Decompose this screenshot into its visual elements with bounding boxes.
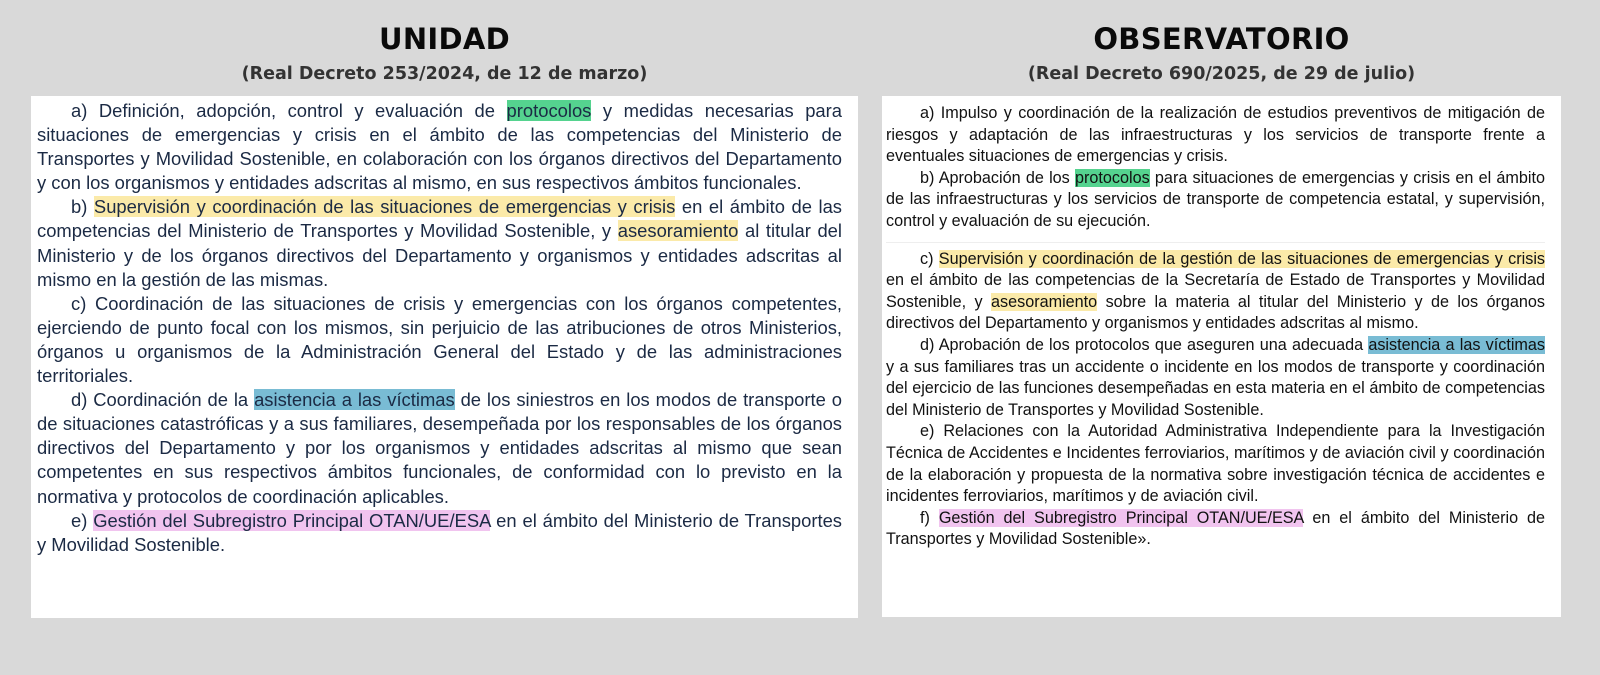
item-text: y medidas necesarias para situaciones de emergencias y crisis en el ámbito de las competencias del Ministerio de Transportes y Movilidad Sostenible, en colaboración con los órganos directivos del Departamento y con los organismos y entidades adscritas al mismo, en sus respectivos ámbitos funcionales. xyxy=(37,100,842,194)
item-text: d) Coordinación de la xyxy=(71,389,255,411)
unidad-functions-panel xyxy=(31,96,858,618)
highlight-asistencia: asistencia a las víctimas xyxy=(254,389,455,411)
unidad-subtitle: (Real Decreto 253/2024, de 12 de marzo) xyxy=(241,64,648,84)
unidad-item-b xyxy=(37,195,842,291)
observatorio-item-d xyxy=(886,335,1545,421)
highlight-subregistro: Gestión del Subregistro Principal OTAN/UE/ESA xyxy=(93,509,491,531)
unidad-item-a xyxy=(37,99,842,195)
item-text: en el ámbito del Ministerio de Transportes y Movilidad Sostenible». xyxy=(886,508,1546,549)
item-text: en el ámbito de las competencias del Ministerio de Transportes y Movilidad Sostenible, y xyxy=(37,196,843,242)
item-text: b) xyxy=(71,196,94,218)
highlight-protocolos: protocolos xyxy=(1075,168,1150,187)
observatorio-item-f xyxy=(886,508,1545,551)
item-text: para situaciones de emergencias y crisis en el ámbito de las infraestructuras y los servicios de transporte de competencia estatal, y supervisión, control y evaluación de su ejecución. xyxy=(886,168,1545,230)
item-text: en el ámbito de las competencias de la Secretaría de Estado de Transportes y Movilidad Sostenible, y xyxy=(886,271,1545,311)
unidad-title: UNIDAD xyxy=(379,22,510,56)
highlight-supervision: Supervisión y coordinación de las situaciones de emergencias y crisis xyxy=(93,196,676,218)
item-text: c) xyxy=(920,249,939,268)
item-text: al titular del Ministerio y de los órganos directivos del Departamento y organismos y entidades adscritas al mismo en la gestión de las mismas. xyxy=(37,220,842,290)
observatorio-item-a: a) Impulso y coordinación de la realización de estudios preventivos de mitigación de riesgos y adaptación de las infraestructuras y los servicios de transporte frente a eventuales situaciones de emergencias y crisis. xyxy=(886,104,1545,166)
observatorio-item-e: e) Relaciones con la Autoridad Administrativa Independiente para la Investigación Técnica de Accidentes e Incidentes ferroviarios, marítimos y de aviación civil y coordinación de la elaboración y propuesta de la normativa sobre investigación técnica de accidentes e incidentes ferroviarios, marítimos y de aviación civil. xyxy=(886,422,1545,506)
item-text: de los siniestros en los modos de transporte o de situaciones catastróficas y a sus familiares, desempeñada por los responsables de los órganos directivos del Departamento y por los organismos y entidades adscritas al mismo que sean competentes en sus respectivos ámbitos funcionales, de conformidad con lo previsto en la normativa y protocolos de coordinación aplicables. xyxy=(37,389,842,507)
observatorio-item-b xyxy=(886,168,1545,233)
item-text: sobre la materia al titular del Ministerio y de los órganos directivos del Departamento y organismos y entidades adscritas al mismo. xyxy=(886,292,1545,333)
highlight-asesoramiento: asesoramiento xyxy=(991,292,1098,311)
highlight-asistencia: asistencia a las víctimas xyxy=(1368,335,1546,354)
highlight-subregistro: Gestión del Subregistro Principal OTAN/UE/ESA xyxy=(938,508,1304,527)
item-text: d) Aprobación de los protocolos que aseguren una adecuada xyxy=(920,335,1369,354)
item-text: e) xyxy=(71,509,94,531)
item-text: en el ámbito del Ministerio de Transportes y Movilidad Sostenible. xyxy=(37,509,842,555)
unidad-item-c: c) Coordinación de las situaciones de crisis y emergencias con los órganos competentes, ejerciendo de punto focal con los mismos, sin perjuicio de las atribuciones de otros Ministerios, órganos u organismos de la Administración General del Estado y de las administraciones territoriales. xyxy=(37,292,842,387)
highlight-supervision: Supervisión y coordinación de la gestión de las situaciones de emergencias y crisis xyxy=(938,249,1546,268)
observatorio-item-c xyxy=(886,249,1545,335)
item-text: b) Aprobación de los xyxy=(920,168,1076,187)
observatorio-functions-panel xyxy=(882,96,1561,617)
observatorio-title: OBSERVATORIO xyxy=(1093,22,1350,56)
item-text: a) Definición, adopción, control y evaluación de xyxy=(71,100,507,121)
item-text: f) xyxy=(920,508,939,527)
unidad-item-d xyxy=(37,388,842,508)
highlight-protocolos: protocolos xyxy=(506,100,592,121)
observatorio-subtitle: (Real Decreto 690/2025, de 29 de julio) xyxy=(1027,64,1416,84)
unidad-item-e xyxy=(37,509,842,557)
highlight-asesoramiento: asesoramiento xyxy=(617,220,739,242)
item-text: y a sus familiares tras un accidente o incidente en los modos de transporte y coordinación del ejercicio de las funciones desempeñadas en esta materia en el ámbito de competencias del Ministerio de Transportes y Movilidad Sostenible. xyxy=(886,357,1545,419)
divider xyxy=(886,242,1545,243)
